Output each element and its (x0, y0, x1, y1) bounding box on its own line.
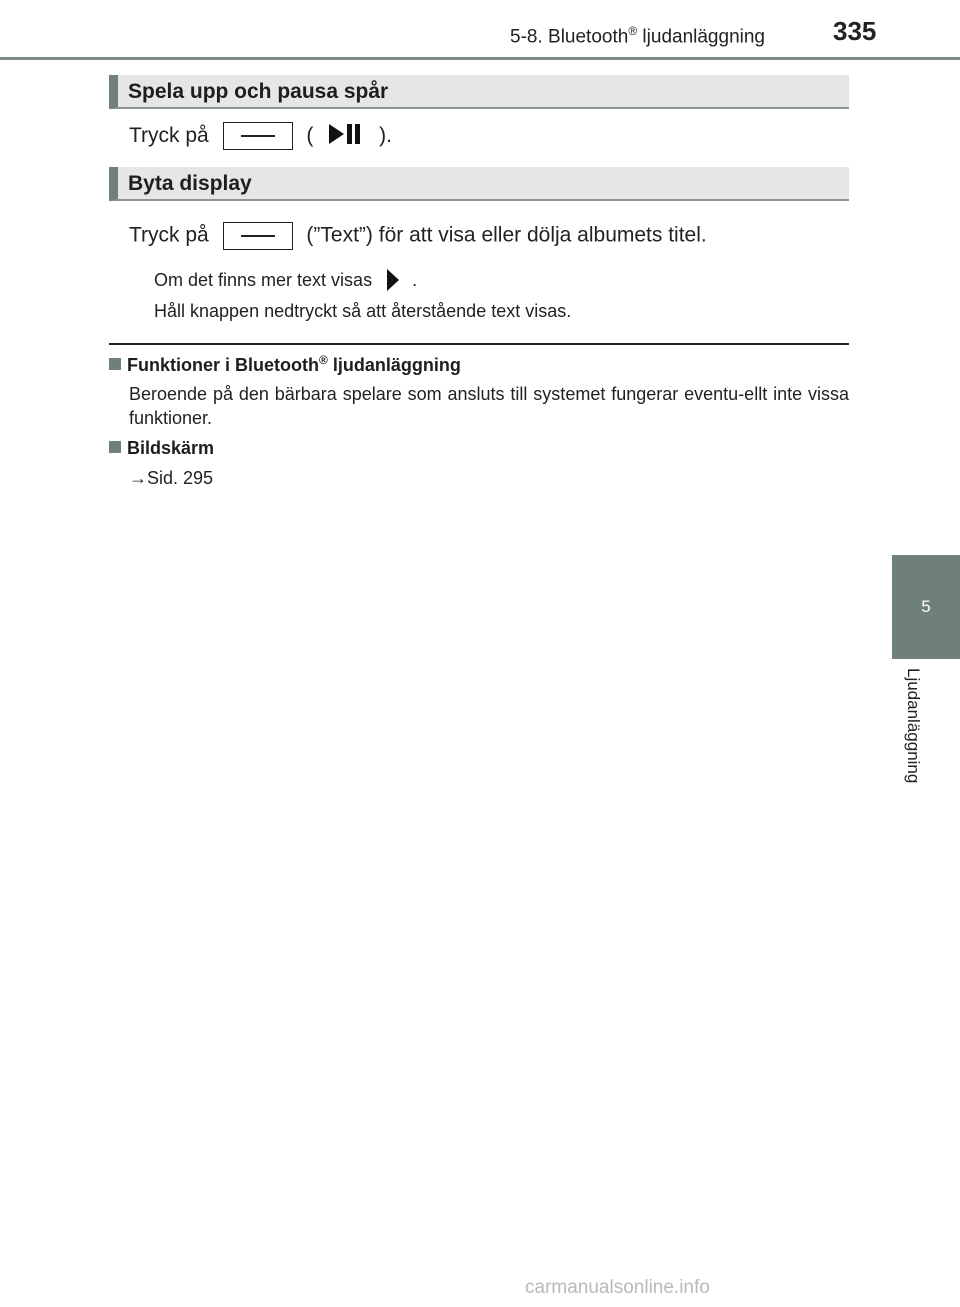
instruction-play-pause: Tryck på ( ). (129, 121, 392, 150)
section-heading-display: Byta display (109, 167, 849, 201)
page-number: 335 (833, 16, 877, 46)
header-rule (0, 57, 960, 60)
note-more-text: Om det finns mer text visas . (154, 267, 417, 293)
section-heading-play-pause: Spela upp och pausa spår (109, 75, 849, 109)
watermark: carmanualsonline.info (525, 1277, 710, 1298)
button-placeholder-icon (223, 222, 293, 250)
instruction-display: Tryck på (”Text”) för att visa eller dölja albumets titel. (129, 222, 707, 250)
chapter-tab: 5 (892, 555, 960, 659)
square-bullet-icon (109, 441, 121, 453)
page-reference: →Sid. 295 (129, 468, 214, 488)
chapter-label: Ljudanläggning (904, 668, 923, 784)
square-bullet-icon (109, 358, 121, 370)
info-heading-screen: Bildskärm (109, 438, 214, 459)
arrow-right-icon (381, 267, 403, 293)
section-title: 5-8. Bluetooth® ljudanläggning (510, 24, 765, 48)
page-header (0, 0, 960, 60)
button-placeholder-icon (223, 122, 293, 150)
info-heading-functions: Funktioner i Bluetooth® ljudanläggning (109, 353, 461, 376)
divider (109, 343, 849, 345)
play-pause-icon (325, 121, 367, 147)
note-hold-button: Håll knappen nedtryckt så att återstående text visas. (154, 301, 572, 321)
arrow-right-icon: → (129, 468, 147, 488)
info-body-functions: Beroende på den bärbara spelare som ansluts till systemet fungerar eventu-ellt inte vissa funktioner. (129, 384, 849, 428)
